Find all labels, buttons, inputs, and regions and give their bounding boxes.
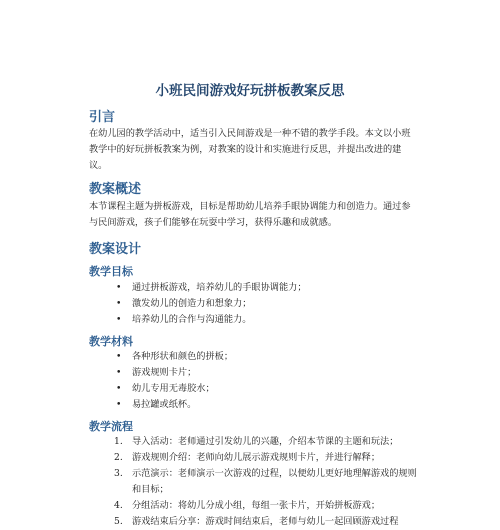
list-item: • 游戏规则卡片； bbox=[89, 365, 419, 381]
section-heading-design: 教案设计 bbox=[89, 242, 142, 257]
list-item: • 各种形状和颜色的拼板； bbox=[89, 349, 419, 365]
bullet-icon: • bbox=[116, 314, 122, 325]
list-item: 2. 游戏规则介绍：老师向幼儿展示游戏规则卡片，并进行解释； bbox=[89, 450, 419, 466]
list-item: 5. 游戏结束后分享：游戏时间结束后，老师与幼儿一起回顾游戏过程 bbox=[89, 514, 419, 530]
list-number: 1. bbox=[114, 436, 123, 447]
list-number: 2. bbox=[114, 452, 123, 463]
bullet-icon: • bbox=[116, 383, 122, 394]
list-item: 3. 示范演示：老师演示一次游戏的过程，以便幼儿更好地理解游戏的规则和目标； bbox=[114, 468, 417, 495]
subheading-process: 教学流程 bbox=[89, 420, 133, 433]
list-item: • 培养幼儿的合作与沟通能力。 bbox=[89, 312, 419, 328]
subheading-materials: 教学材料 bbox=[89, 335, 133, 348]
list-number: 3. bbox=[114, 468, 123, 479]
intro-paragraph: 在幼儿园的教学活动中，适当引入民间游戏是一种不错的教学手段。本文以小班教学中的好玩拼板教案为例，对教案的设计和实施进行反思，并提出改进的建议。 bbox=[89, 128, 411, 171]
materials-list bbox=[89, 349, 419, 413]
overview-paragraph: 本节课程主题为拼板游戏，目标是帮助幼儿培养手眼协调能力和创造力。通过参与民间游戏，孩子们能够在玩耍中学习，获得乐趣和成就感。 bbox=[89, 201, 411, 228]
list-item: • 幼儿专用无毒胶水； bbox=[89, 381, 419, 397]
list-item: • 通过拼板游戏，培养幼儿的手眼协调能力； bbox=[89, 280, 419, 296]
document-title: 小班民间游戏好玩拼板教案反思 bbox=[155, 83, 345, 99]
list-item: • 易拉罐或纸杯。 bbox=[89, 397, 419, 413]
bullet-icon: • bbox=[116, 367, 122, 378]
section-heading-intro: 引言 bbox=[89, 110, 116, 125]
list-item: 4. 分组活动：将幼儿分成小组，每组一张卡片，开始拼板游戏； bbox=[89, 498, 419, 514]
bullet-icon: • bbox=[116, 298, 122, 309]
goals-list bbox=[89, 280, 419, 328]
bullet-icon: • bbox=[116, 351, 122, 362]
subheading-goals: 教学目标 bbox=[89, 265, 133, 278]
section-heading-overview: 教案概述 bbox=[89, 182, 142, 197]
process-list bbox=[89, 434, 419, 530]
list-item: 1. 导入活动：老师通过引发幼儿的兴趣，介绍本节课的主题和玩法； bbox=[89, 434, 419, 450]
bullet-icon: • bbox=[116, 399, 122, 410]
bullet-icon: • bbox=[116, 282, 122, 293]
list-number: 5. bbox=[114, 516, 123, 527]
list-number: 4. bbox=[114, 500, 123, 511]
list-item: • 激发幼儿的创造力和想象力； bbox=[89, 296, 419, 312]
